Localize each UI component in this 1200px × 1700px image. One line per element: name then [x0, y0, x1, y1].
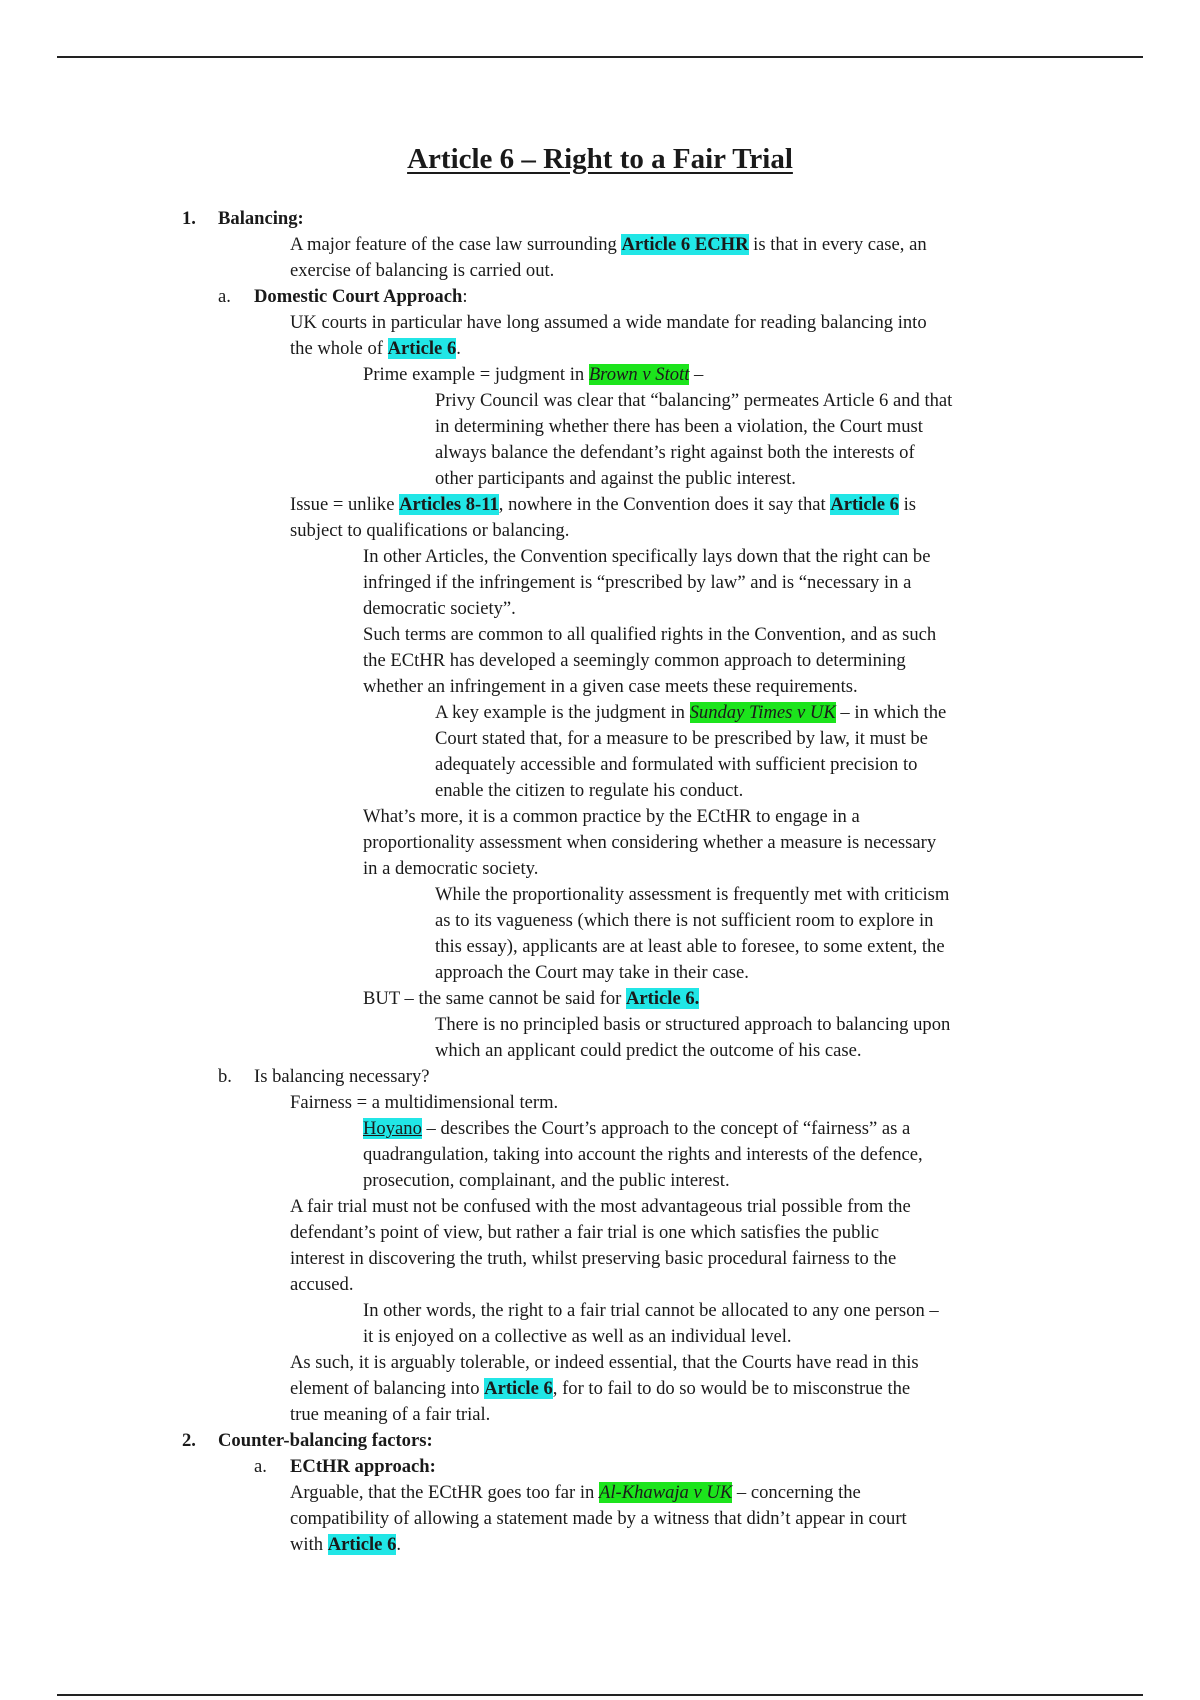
paragraph-line: in determining whether there has been a violation, the Court must [435, 416, 923, 437]
paragraph-line: accused. [290, 1274, 354, 1295]
list-marker: a. [218, 286, 231, 307]
document-title: Article 6 – Right to a Fair Trial [407, 143, 793, 175]
paragraph-line: other participants and against the public interest. [435, 468, 796, 489]
paragraph-line: Arguable, that the ECtHR goes too far in Al-Khawaja v UK – concerning the [290, 1482, 861, 1503]
paragraph-line: Privy Council was clear that “balancing” permeates Article 6 and that [435, 390, 953, 411]
paragraph-line: BUT – the same cannot be said for Article 6. [363, 988, 700, 1009]
paragraph-line: quadrangulation, taking into account the rights and interests of the defence, [363, 1144, 923, 1165]
subsection-title: ECtHR approach: [290, 1456, 436, 1477]
highlight-article: Article 6 [387, 338, 457, 359]
subsection-title: Is balancing necessary? [254, 1066, 430, 1087]
footer-rule [57, 1694, 1143, 1696]
paragraph-line: this essay), applicants are at least able to foresee, to some extent, the [435, 936, 945, 957]
section-heading [0, 207, 1200, 233]
paragraph-line: defendant’s point of view, but rather a fair trial is one which satisfies the public [290, 1222, 879, 1243]
paragraph-line: infringed if the infringement is “prescribed by law” and is “necessary in a [363, 572, 912, 593]
paragraph-line: A key example is the judgment in Sunday Times v UK – in which the [435, 702, 947, 723]
paragraph-line: as to its vagueness (which there is not sufficient room to explore in [435, 910, 934, 931]
paragraph-line: compatibility of allowing a statement made by a witness that didn’t appear in court [290, 1508, 907, 1529]
paragraph-line: always balance the defendant’s right against both the interests of [435, 442, 915, 463]
list-number: 1. [182, 208, 196, 229]
paragraph-line: it is enjoyed on a collective as well as an individual level. [363, 1326, 792, 1347]
paragraph-line: Issue = unlike Articles 8-11, nowhere in the Convention does it say that Article 6 is [290, 494, 917, 515]
section-title: Counter-balancing factors: [218, 1430, 433, 1451]
paragraph-line: In other Articles, the Convention specifically lays down that the right can be [363, 546, 931, 567]
paragraph-line: As such, it is arguably tolerable, or indeed essential, that the Courts have read in this [290, 1352, 919, 1373]
paragraph-line: enable the citizen to regulate his conduct. [435, 780, 744, 801]
subsection-heading [0, 1065, 1200, 1091]
paragraph-line: proportionality assessment when considering whether a measure is necessary [363, 832, 937, 853]
paragraph-line: What’s more, it is a common practice by the ECtHR to engage in a [363, 806, 860, 827]
highlight-author: Hoyano [363, 1118, 422, 1139]
paragraph-line: the whole of Article 6. [290, 338, 461, 359]
list-marker: b. [218, 1066, 232, 1087]
paragraph-line: UK courts in particular have long assumed a wide mandate for reading balancing into [290, 312, 927, 333]
document-body [0, 207, 1200, 1559]
paragraph-line: Fairness = a multidimensional term. [290, 1092, 559, 1113]
paragraph-line: prosecution, complainant, and the public interest. [363, 1170, 730, 1191]
paragraph-line: There is no principled basis or structured approach to balancing upon [435, 1014, 951, 1035]
subsection-title: Domestic Court Approach [254, 286, 463, 307]
subsection-heading: a. Domestic Court Approach: [218, 286, 468, 307]
paragraph-line: A major feature of the case law surrounding Article 6 ECHR is that in every case, an [290, 234, 927, 255]
paragraph-line: Court stated that, for a measure to be prescribed by law, it must be [435, 728, 928, 749]
section-title: Balancing: [218, 208, 304, 229]
list-marker: a. [254, 1456, 267, 1477]
paragraph-line: democratic society”. [363, 598, 516, 619]
highlight-case: Brown v Stott [588, 364, 690, 385]
highlight-article: Article 6. [626, 988, 700, 1009]
list-number: 2. [182, 1430, 196, 1451]
paragraph-line: exercise of balancing is carried out. [290, 260, 555, 281]
paragraph-line: approach the Court may take in their case. [435, 962, 749, 983]
paragraph-line: adequately accessible and formulated with sufficient precision to [435, 754, 918, 775]
highlight-article: Articles 8-11 [399, 494, 499, 515]
subsection-heading [0, 1455, 1200, 1481]
paragraph-line: A fair trial must not be confused with the most advantageous trial possible from the [290, 1196, 911, 1217]
highlight-article: Article 6 ECHR [621, 234, 749, 255]
paragraph-line: Prime example = judgment in Brown v Stott – [363, 364, 704, 385]
highlight-article: Article 6 [830, 494, 899, 515]
paragraph-line: interest in discovering the truth, whilst preserving basic procedural fairness to the [290, 1248, 897, 1269]
highlight-article: Article 6 [327, 1534, 397, 1555]
paragraph-line: whether an infringement in a given case meets these requirements. [363, 676, 858, 697]
paragraph-line: the ECtHR has developed a seemingly common approach to determining [363, 650, 906, 671]
paragraph-line: which an applicant could predict the outcome of his case. [435, 1040, 862, 1061]
section-heading [0, 1429, 1200, 1455]
highlight-case: Al-Khawaja v UK [598, 1482, 733, 1503]
header-rule [57, 56, 1143, 58]
paragraph-line: true meaning of a fair trial. [290, 1404, 491, 1425]
paragraph-line: with Article 6. [290, 1534, 402, 1555]
highlight-article: Article 6 [484, 1378, 553, 1399]
paragraph-line: While the proportionality assessment is frequently met with criticism [435, 884, 950, 905]
paragraph-line: Hoyano – describes the Court’s approach to the concept of “fairness” as a [363, 1118, 911, 1139]
highlight-case: Sunday Times v UK [689, 702, 836, 723]
paragraph-line: In other words, the right to a fair trial cannot be allocated to any one person – [363, 1300, 939, 1321]
paragraph-line: Such terms are common to all qualified rights in the Convention, and as such [363, 624, 937, 645]
paragraph-line: subject to qualifications or balancing. [290, 520, 570, 541]
paragraph-line: element of balancing into Article 6, for to fail to do so would be to misconstrue the [290, 1378, 911, 1399]
paragraph-line: in a democratic society. [363, 858, 539, 879]
